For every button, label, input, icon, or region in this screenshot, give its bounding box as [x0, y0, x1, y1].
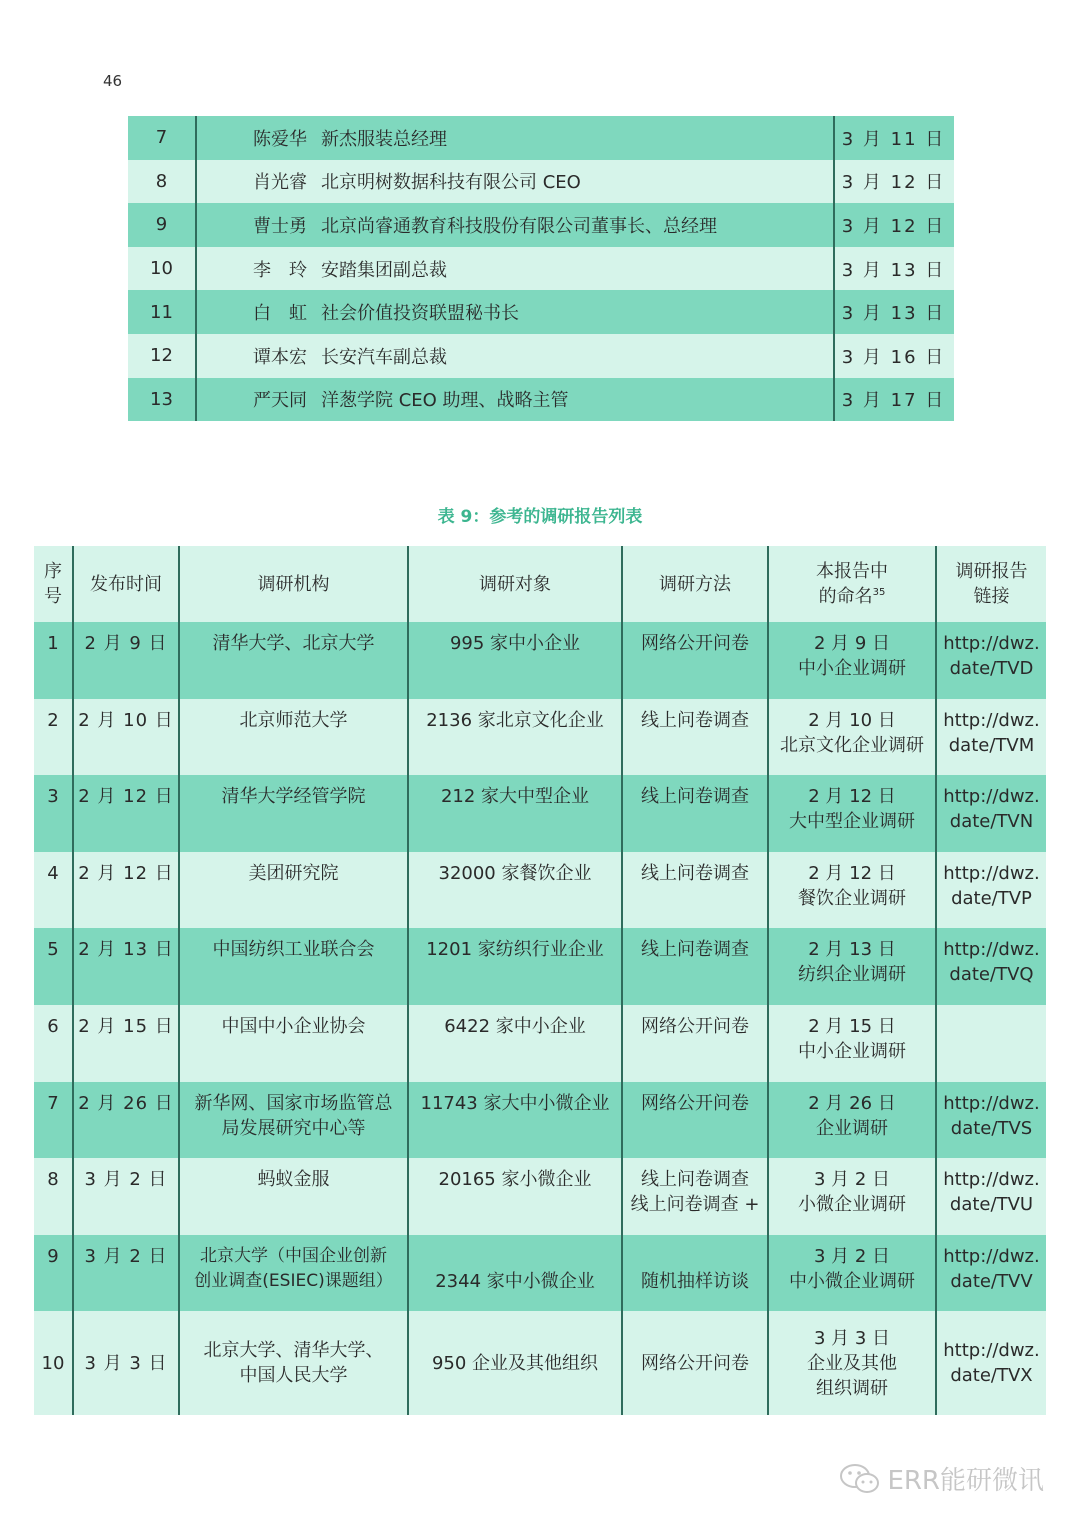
org-line: 创业调查(ESIEC)课题组）: [194, 1270, 393, 1291]
name-line: 中小企业调研: [798, 658, 906, 679]
cell-org: [178, 1005, 407, 1082]
name-line: 2 月 9 日: [813, 633, 891, 654]
name-line: 组织调研: [816, 1377, 888, 1399]
org-line: 清华大学经管学院: [221, 786, 366, 808]
method-line: 线上问卷调查: [641, 939, 749, 961]
link-line[interactable]: http://dwz.: [943, 786, 1040, 808]
name-line: 餐饮企业调研: [798, 887, 906, 909]
survey-report-table: [34, 546, 1046, 1415]
name-line: 3 月 2 日: [813, 1245, 891, 1267]
cell-date: 2 月 13 日: [72, 928, 178, 1005]
header-date: [72, 546, 178, 622]
name-line: 2 月 12 日: [808, 862, 896, 884]
table-row: [128, 116, 954, 160]
header-text: [819, 584, 886, 609]
cell-no: 3: [47, 786, 59, 808]
cell-method: [621, 1235, 767, 1312]
cell-method: [621, 1158, 767, 1235]
name-line: 小微企业调研: [798, 1194, 906, 1216]
cell-link[interactable]: [935, 622, 1046, 699]
cell-object: 212 家大中型企业: [407, 775, 621, 852]
link-line[interactable]: http://dwz.: [943, 862, 1040, 884]
org-line: 清华大学、北京大学: [212, 633, 375, 654]
speaker-title: 北京明树数据科技有限公司 CEO: [321, 172, 581, 194]
link-line[interactable]: date/TVQ: [949, 964, 1034, 986]
cell-no: 1: [47, 633, 59, 654]
org-line: 中国中小企业协会: [221, 1015, 366, 1037]
cell-method: [621, 1005, 767, 1082]
row-number: 8: [155, 170, 168, 192]
table-row: [34, 1311, 1046, 1415]
cell-object: 20165 家小微企业: [407, 1158, 621, 1235]
cell-name: [767, 1311, 935, 1415]
table-row: [34, 622, 1046, 699]
speaker-name: 陈爱华: [253, 128, 307, 150]
cell-name: [767, 1235, 935, 1312]
name-line: 纺织企业调研: [798, 964, 906, 986]
cell-name: [767, 852, 935, 929]
org-line: 蚂蚁金服: [257, 1169, 330, 1191]
name-line: 北京文化企业调研: [780, 734, 924, 756]
link-line[interactable]: http://dwz.: [943, 709, 1040, 731]
method-line: 线上问卷调查: [641, 1169, 749, 1191]
table-row: [128, 378, 954, 422]
speaker-name: 李 玲: [253, 259, 307, 281]
table-row: [34, 852, 1046, 929]
cell-method: [621, 775, 767, 852]
link-line[interactable]: http://dwz.: [943, 1092, 1040, 1114]
cell-org: [178, 1235, 407, 1312]
speaker-date: 3 月 12 日: [841, 172, 946, 194]
name-line: 2 月 12 日: [808, 786, 896, 808]
speaker-table: [128, 116, 954, 421]
table-row: [128, 160, 954, 204]
header-text: 调研对象: [479, 573, 551, 595]
cell-org: [178, 699, 407, 776]
method-line: 线上问卷调查: [641, 862, 749, 884]
watermark-text: ERR能研微讯: [887, 1466, 1044, 1496]
link-line[interactable]: http://dwz.: [943, 633, 1040, 654]
cell-date: 2 月 12 日: [72, 852, 178, 929]
org-line: 局发展研究中心等: [221, 1117, 366, 1139]
row-number: 7: [155, 127, 168, 149]
page-number: 46: [103, 72, 123, 90]
speaker-name: 谭本宏: [253, 346, 307, 368]
cell-link[interactable]: [935, 852, 1046, 929]
org-line: 北京大学、清华大学、: [203, 1340, 384, 1362]
cell-date: 2 月 10 日: [72, 699, 178, 776]
header-text: 调研机构: [257, 573, 330, 595]
cell-date: 2 月 15 日: [72, 1005, 178, 1082]
name-line: 2 月 15 日: [808, 1015, 896, 1037]
row-number: 9: [155, 214, 168, 236]
method-line: 网络公开问卷: [641, 633, 749, 654]
method-line: 网络公开问卷: [641, 1352, 749, 1374]
cell-org: [178, 852, 407, 929]
header-text: 调研方法: [659, 573, 731, 595]
method-line: 网络公开问卷: [641, 1015, 749, 1037]
name-line: 3 月 3 日: [813, 1327, 891, 1349]
header-text-part: 的命名: [818, 586, 873, 607]
org-line: 北京大学（中国企业创新: [200, 1245, 387, 1266]
cell-name: [767, 1082, 935, 1159]
header-object: [407, 546, 621, 622]
header-text: 序: [44, 561, 62, 582]
cell-name: [767, 1005, 935, 1082]
cell-no: 10: [41, 1352, 65, 1374]
table-header-row: [34, 546, 1046, 622]
speaker-date: 3 月 11 日: [841, 128, 946, 150]
name-line: 企业及其他: [807, 1352, 897, 1374]
header-org: [178, 546, 407, 622]
cell-link[interactable]: [935, 1158, 1046, 1235]
org-line: 中国纺织工业联合会: [212, 939, 375, 961]
table-row: [128, 334, 954, 378]
speaker-cell: [195, 334, 835, 378]
speaker-cell: [195, 290, 835, 334]
table-row: [34, 699, 1046, 776]
cell-method: [621, 699, 767, 776]
cell-name: [767, 1158, 935, 1235]
table-row: [34, 1082, 1046, 1159]
link-line[interactable]: http://dwz.: [943, 1245, 1040, 1267]
speaker-cell: [195, 378, 835, 422]
cell-no: 5: [47, 939, 59, 961]
cell-org: [178, 622, 407, 699]
cell-date: 3 月 2 日: [72, 1158, 178, 1235]
row-number: 11: [150, 301, 173, 323]
speaker-title: 北京尚睿通教育科技股份有限公司董事长、总经理: [321, 215, 717, 237]
speaker-cell: [195, 160, 835, 204]
table-row: [34, 1005, 1046, 1082]
org-line: 中国人民大学: [239, 1365, 348, 1387]
link-line[interactable]: http://dwz.: [943, 939, 1040, 961]
header-text: 号: [44, 586, 62, 607]
cell-date: 3 月 2 日: [72, 1235, 178, 1312]
link-line[interactable]: date/TVD: [949, 658, 1034, 679]
cell-link[interactable]: [935, 1235, 1046, 1312]
footnote-mark: 35: [872, 587, 886, 598]
speaker-cell: [195, 116, 835, 160]
link-line[interactable]: date/TVV: [950, 1270, 1033, 1292]
table-row: [34, 928, 1046, 1005]
method-line: 线上问卷调查: [641, 709, 749, 731]
speaker-title: 长安汽车副总裁: [321, 346, 447, 368]
cell-object: 950 企业及其他组织: [407, 1311, 621, 1415]
cell-object: 2344 家中小微企业: [407, 1235, 621, 1312]
watermark: [839, 1460, 1044, 1497]
link-line[interactable]: date/TVX: [950, 1365, 1033, 1387]
speaker-date: 3 月 17 日: [841, 390, 946, 412]
link-line[interactable]: http://dwz.: [943, 1340, 1040, 1362]
link-line[interactable]: date/TVP: [951, 887, 1032, 909]
cell-org: [178, 1082, 407, 1159]
cell-object: 2136 家北京文化企业: [407, 699, 621, 776]
cell-link[interactable]: [935, 928, 1046, 1005]
method-line: 线上问卷调查 +: [630, 1194, 760, 1216]
org-line: 美团研究院: [248, 862, 339, 884]
speaker-title: 社会价值投资联盟秘书长: [321, 303, 519, 325]
link-line[interactable]: date/TVU: [949, 1194, 1034, 1216]
cell-method: [621, 1311, 767, 1415]
speaker-cell: [195, 203, 835, 247]
speaker-name: 肖光睿: [253, 172, 307, 194]
header-no: [34, 546, 72, 622]
cell-org: [178, 928, 407, 1005]
cell-name: [767, 928, 935, 1005]
cell-no: 9: [47, 1245, 59, 1267]
header-text: 链接: [973, 586, 1010, 607]
row-number: 13: [150, 388, 173, 410]
cell-link[interactable]: [935, 775, 1046, 852]
cell-link[interactable]: [935, 699, 1046, 776]
header-text: 本报告中: [816, 561, 888, 582]
link-line[interactable]: http://dwz.: [943, 1169, 1040, 1191]
cell-org: [178, 1311, 407, 1415]
cell-object: 11743 家大中小微企业: [407, 1082, 621, 1159]
cell-name: [767, 699, 935, 776]
speaker-date: 3 月 16 日: [841, 346, 946, 368]
wechat-icon: [839, 1462, 881, 1496]
method-line: 线上问卷调查: [641, 786, 749, 808]
speaker-title: 洋葱学院 CEO 助理、战略主管: [321, 390, 569, 412]
cell-date: 2 月 26 日: [72, 1082, 178, 1159]
header-method: [621, 546, 767, 622]
cell-name: [767, 775, 935, 852]
cell-method: [621, 622, 767, 699]
cell-no: 2: [47, 709, 59, 731]
method-line: 随机抽样访谈: [641, 1270, 749, 1292]
cell-org: [178, 1158, 407, 1235]
table-row: [34, 1235, 1046, 1312]
cell-date: 3 月 3 日: [72, 1311, 178, 1415]
speaker-date: 3 月 13 日: [841, 303, 946, 325]
org-line: 新华网、国家市场监管总: [194, 1092, 393, 1114]
method-line: 网络公开问卷: [641, 1092, 749, 1114]
cell-org: [178, 775, 407, 852]
table-row: [34, 1158, 1046, 1235]
name-line: 2 月 26 日: [808, 1092, 896, 1114]
cell-object: 32000 家餐饮企业: [407, 852, 621, 929]
link-line[interactable]: date/TVN: [949, 811, 1034, 833]
cell-name: [767, 622, 935, 699]
speaker-date: 3 月 12 日: [841, 215, 946, 237]
speaker-date: 3 月 13 日: [841, 259, 946, 281]
header-name: [767, 546, 935, 622]
speaker-cell: [195, 247, 835, 291]
cell-object: 1201 家纺织行业企业: [407, 928, 621, 1005]
name-line: 中小微企业调研: [789, 1270, 915, 1292]
name-line: 大中型企业调研: [789, 811, 915, 833]
table-caption: 表 9：参考的调研报告列表: [437, 507, 643, 527]
cell-no: 4: [47, 862, 59, 884]
name-line: 企业调研: [816, 1117, 888, 1139]
cell-date: 2 月 12 日: [72, 775, 178, 852]
name-line: 2 月 13 日: [808, 939, 896, 961]
cell-method: [621, 852, 767, 929]
org-line: 北京师范大学: [239, 709, 348, 731]
cell-object: 995 家中小企业: [407, 622, 621, 699]
cell-link[interactable]: [935, 1082, 1046, 1159]
cell-no: 7: [47, 1092, 59, 1114]
table-row: [128, 247, 954, 291]
row-number: 10: [150, 258, 173, 280]
table-row: [128, 203, 954, 247]
cell-date: 2 月 9 日: [72, 622, 178, 699]
link-line[interactable]: date/TVM: [948, 734, 1035, 756]
speaker-name: 白 虹: [253, 303, 307, 325]
speaker-name: 严天同: [253, 390, 307, 412]
speaker-name: 曹士勇: [253, 215, 307, 237]
cell-object: 6422 家中小企业: [407, 1005, 621, 1082]
table-row: [128, 290, 954, 334]
cell-method: [621, 928, 767, 1005]
cell-link: [935, 1005, 1046, 1082]
header-link: [935, 546, 1046, 622]
header-text: 发布时间: [90, 573, 162, 595]
cell-method: [621, 1082, 767, 1159]
name-line: 2 月 10 日: [808, 709, 896, 731]
speaker-title: 新杰服装总经理: [321, 128, 447, 150]
name-line: 3 月 2 日: [813, 1169, 891, 1191]
cell-link[interactable]: [935, 1311, 1046, 1415]
cell-no: 6: [47, 1015, 59, 1037]
link-line[interactable]: date/TVS: [950, 1117, 1033, 1139]
row-number: 12: [150, 345, 173, 367]
header-text: 调研报告: [955, 561, 1028, 582]
table-row: [34, 775, 1046, 852]
name-line: 中小企业调研: [798, 1040, 906, 1062]
speaker-title: 安踏集团副总裁: [321, 259, 447, 281]
cell-no: 8: [47, 1169, 59, 1191]
